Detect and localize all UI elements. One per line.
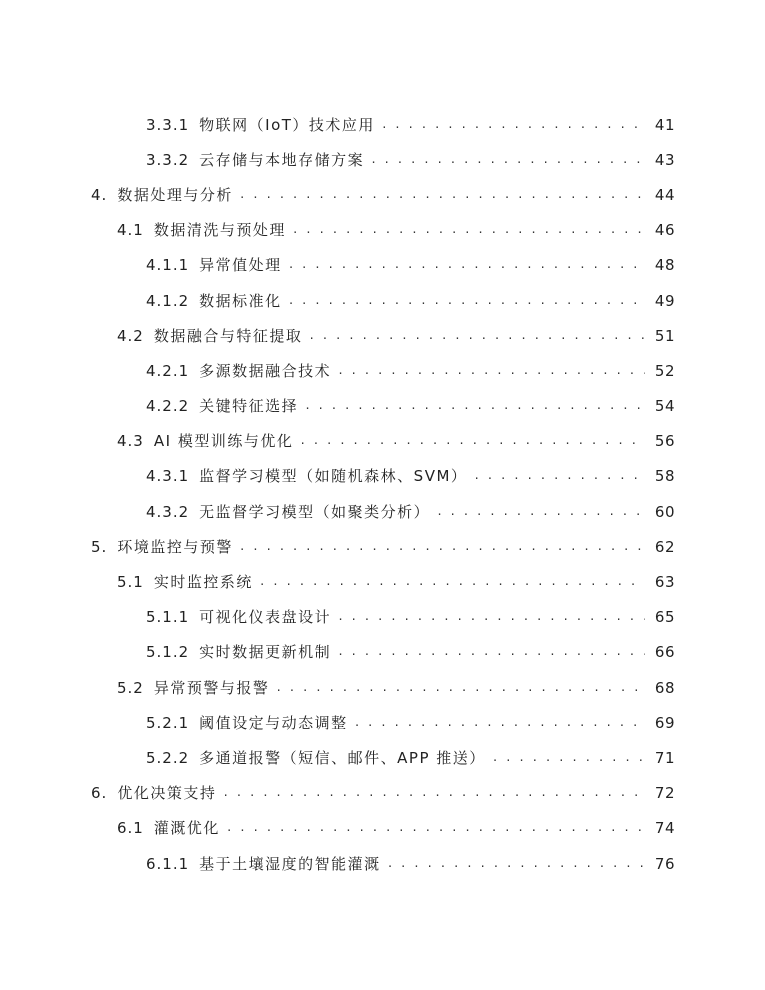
toc-entry-number: 5.1 [117, 573, 144, 592]
dot-leader [288, 291, 645, 311]
toc-entry-title: 可视化仪表盘设计 [199, 608, 332, 627]
toc-entry-number: 5.2.1 [146, 713, 190, 732]
toc-entry[interactable] [0, 494, 765, 529]
toc-entry-title: 异常预警与报警 [153, 678, 270, 697]
toc-entry[interactable] [0, 142, 765, 177]
toc-entry-number: 4.3.2 [146, 502, 190, 521]
toc-entry-title: 异常值处理 [199, 256, 282, 275]
dot-leader [304, 396, 645, 416]
dot-leader [492, 748, 645, 768]
toc-entry-page: 58 [654, 467, 675, 486]
toc-entry[interactable] [0, 600, 765, 635]
toc-entry-page: 68 [654, 678, 675, 697]
toc-entry[interactable] [0, 670, 765, 705]
toc-entry-number: 4.2.2 [146, 397, 190, 416]
toc-entry[interactable] [0, 389, 765, 424]
toc-entry[interactable] [0, 177, 765, 212]
dot-leader [226, 818, 645, 838]
toc-entry-number: 6.1.1 [146, 854, 190, 873]
toc-entry[interactable] [0, 705, 765, 740]
dot-leader [299, 431, 645, 451]
toc-entry-title: 阈值设定与动态调整 [199, 713, 348, 732]
toc-entry[interactable] [0, 529, 765, 564]
dot-leader [222, 783, 645, 803]
toc-entry-number: 3.3.1 [146, 115, 190, 134]
toc-entry-number: 4.1 [117, 221, 144, 240]
toc-entry-number: 6. [91, 784, 108, 803]
toc-entry-title: 关键特征选择 [199, 397, 299, 416]
toc-entry-page: 41 [654, 115, 675, 134]
toc-entry[interactable] [0, 283, 765, 318]
dot-leader [288, 255, 645, 275]
toc-entry-page: 48 [654, 256, 675, 275]
toc-entry-title: 无监督学习模型（如聚类分析） [199, 502, 431, 521]
toc-entry[interactable] [0, 740, 765, 775]
toc-entry[interactable] [0, 776, 765, 811]
toc-entry-number: 5.1.1 [146, 608, 190, 627]
toc-entry-number: 4.3.1 [146, 467, 190, 486]
dot-leader [275, 678, 645, 698]
toc-entry-title: 数据融合与特征提取 [153, 326, 303, 345]
toc-entry-number: 5.2.2 [146, 748, 190, 767]
toc-entry-title: 实时监控系统 [153, 573, 253, 592]
toc-entry-page: 56 [654, 432, 675, 451]
dot-leader [337, 361, 645, 381]
toc-entry-page: 71 [654, 748, 675, 767]
toc-entry-number: 5. [91, 537, 108, 556]
dot-leader [387, 854, 645, 874]
toc-entry-page: 76 [654, 854, 675, 873]
toc-entry-page: 63 [654, 573, 675, 592]
toc-entry-title: 基于土壤湿度的智能灌溉 [199, 854, 381, 873]
toc-entry-number: 4.3 [117, 432, 144, 451]
toc-entry-title: AI 模型训练与优化 [153, 432, 294, 451]
toc-entry-page: 46 [654, 221, 675, 240]
toc-entry[interactable] [0, 811, 765, 846]
toc-entry-title: 多通道报警（短信、邮件、APP 推送） [199, 748, 486, 767]
toc-entry-number: 5.2 [117, 678, 144, 697]
toc-entry[interactable] [0, 846, 765, 881]
toc-entry-page: 72 [654, 784, 675, 803]
table-of-contents [0, 107, 765, 881]
toc-entry-page: 43 [654, 150, 675, 169]
toc-entry[interactable] [0, 318, 765, 353]
toc-entry[interactable] [0, 564, 765, 599]
toc-entry-number: 4.2.1 [146, 361, 190, 380]
toc-entry[interactable] [0, 248, 765, 283]
toc-entry[interactable] [0, 459, 765, 494]
toc-entry-title: 数据清洗与预处理 [153, 221, 286, 240]
dot-leader [239, 185, 645, 205]
dot-leader [436, 502, 645, 522]
toc-entry[interactable] [0, 107, 765, 142]
dot-leader [337, 607, 645, 627]
toc-entry-page: 60 [654, 502, 675, 521]
toc-entry-title: 实时数据更新机制 [199, 643, 332, 662]
toc-entry-number: 5.1.2 [146, 643, 190, 662]
toc-entry[interactable] [0, 424, 765, 459]
dot-leader [381, 115, 645, 135]
toc-entry-page: 51 [654, 326, 675, 345]
toc-entry-title: 云存储与本地存储方案 [199, 150, 365, 169]
toc-entry-title: 数据处理与分析 [117, 185, 233, 204]
dot-leader [337, 642, 645, 662]
toc-entry-page: 74 [654, 819, 675, 838]
toc-entry-title: 数据标准化 [199, 291, 282, 310]
toc-entry-page: 69 [654, 713, 675, 732]
toc-entry-page: 49 [654, 291, 675, 310]
dot-leader [259, 572, 645, 592]
toc-entry-page: 66 [654, 643, 675, 662]
toc-entry-number: 4.2 [117, 326, 144, 345]
toc-entry-title: 优化决策支持 [117, 784, 217, 803]
toc-entry-title: 灌溉优化 [153, 819, 220, 838]
toc-entry-page: 62 [654, 537, 675, 556]
toc-entry-number: 4. [91, 185, 108, 204]
toc-entry-page: 54 [654, 397, 675, 416]
toc-entry-title: 物联网（IoT）技术应用 [199, 115, 375, 134]
toc-entry-page: 44 [654, 185, 675, 204]
dot-leader [473, 466, 645, 486]
dot-leader [239, 537, 645, 557]
toc-entry-title: 环境监控与预警 [117, 537, 233, 556]
toc-entry[interactable] [0, 353, 765, 388]
toc-entry-number: 3.3.2 [146, 150, 190, 169]
dot-leader [370, 150, 645, 170]
toc-entry-title: 监督学习模型（如随机森林、SVM） [199, 467, 468, 486]
toc-entry[interactable] [0, 635, 765, 670]
dot-leader [292, 220, 645, 240]
toc-entry[interactable] [0, 213, 765, 248]
toc-entry-number: 4.1.2 [146, 291, 190, 310]
toc-entry-title: 多源数据融合技术 [199, 361, 332, 380]
toc-entry-page: 65 [654, 608, 675, 627]
toc-entry-number: 4.1.1 [146, 256, 190, 275]
toc-entry-number: 6.1 [117, 819, 144, 838]
dot-leader [308, 326, 645, 346]
toc-entry-page: 52 [654, 361, 675, 380]
dot-leader [354, 713, 645, 733]
